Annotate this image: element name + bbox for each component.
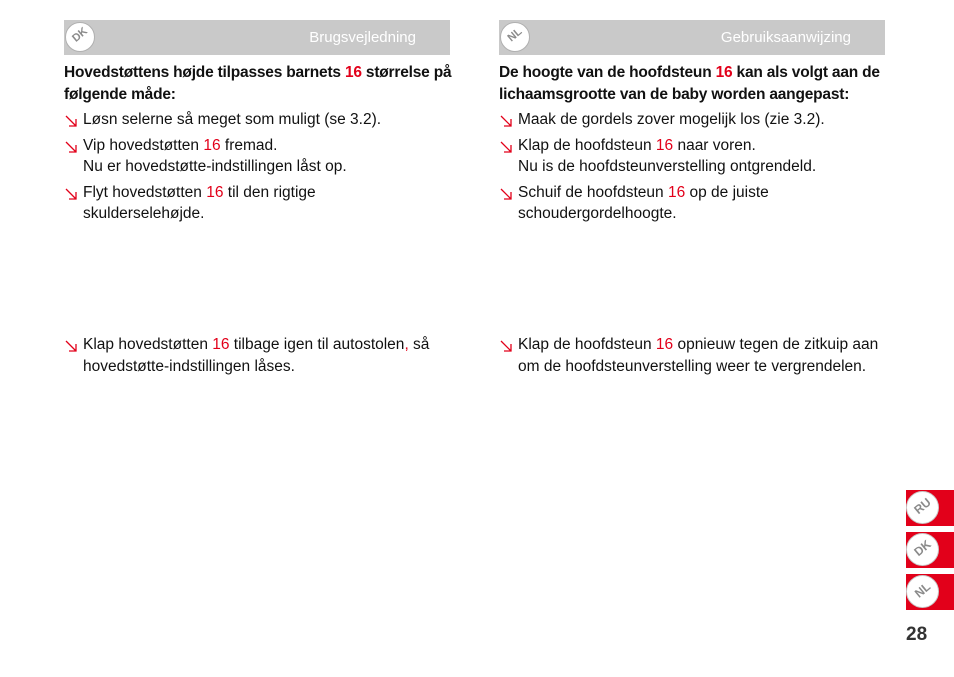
tab-code: NL	[911, 579, 934, 601]
step-text: Klap hovedstøtten	[83, 336, 213, 353]
intro-part: kan als volgt aan de lichaamsgrootte van de baby worden aangepast:	[499, 64, 880, 103]
part-number: 16	[667, 183, 686, 201]
step-arrow-icon	[500, 188, 513, 201]
step-arrow-icon	[500, 115, 513, 128]
step-arrow-icon	[500, 141, 513, 154]
lang-badge-dk	[64, 22, 96, 54]
final-step-nl	[499, 334, 885, 377]
step-item	[499, 135, 885, 178]
header-title-dk: Brugsvejledning	[309, 29, 416, 46]
page-number: 28	[906, 624, 928, 645]
part-number: 16	[655, 136, 674, 154]
part-number: 16	[203, 136, 221, 154]
intro-part: størrelse på følgende måde:	[64, 64, 452, 103]
step-text: så hovedstøtte-indstillingen låses.	[83, 336, 430, 375]
step-text: Nu er hovedstøtte-indstillingen låst op.	[83, 158, 347, 175]
step-comma: ,	[404, 336, 409, 353]
content-column-nl	[499, 62, 885, 225]
step-arrow-icon	[65, 115, 78, 128]
step-item	[499, 109, 885, 131]
step-text: Nu is de hoofdsteunverstelling ontgrendeld.	[518, 158, 817, 175]
step-text: tilbage igen til autostolen	[229, 336, 405, 353]
lang-badge-nl	[499, 22, 531, 54]
step-item	[64, 334, 454, 377]
step-item	[499, 182, 818, 225]
header-bar-dk	[64, 20, 450, 55]
part-number: 16	[212, 336, 230, 353]
intro-text-nl	[499, 62, 885, 105]
step-item	[64, 135, 454, 178]
intro-part: Hovedstøttens højde tilpasses barnets	[64, 64, 345, 81]
step-text: til den rigtige skulderselehøjde.	[83, 183, 316, 222]
step-arrow-icon	[65, 340, 78, 353]
step-text: naar voren.	[673, 136, 756, 154]
header-bar-nl	[499, 20, 885, 55]
step-text: Maak de gordels zover mogelijk los (zie 3.2).	[518, 111, 825, 128]
step-text: opnieuw tegen de zitkuip aan om de hoofdsteunverstelling weer te vergrendelen.	[518, 336, 879, 375]
part-number: 16	[344, 64, 362, 81]
step-arrow-icon	[500, 340, 513, 353]
step-text: Løsn selerne så meget som muligt (se 3.2).	[83, 111, 382, 128]
lang-tab-dk[interactable]	[906, 532, 954, 568]
step-arrow-icon	[65, 141, 78, 154]
step-text: Flyt hovedstøtten	[83, 183, 207, 201]
lang-tab-ru[interactable]	[906, 490, 954, 526]
final-step-dk	[64, 334, 454, 377]
part-number: 16	[715, 64, 733, 81]
content-column-dk	[64, 62, 454, 225]
step-item	[64, 182, 383, 225]
step-text: fremad.	[220, 136, 278, 154]
step-text: Vip hovedstøtten	[83, 136, 204, 154]
badge-code: NL	[505, 25, 525, 45]
lang-tab-nl[interactable]	[906, 574, 954, 610]
step-text: op de juiste schoudergordelhoogte.	[518, 183, 769, 222]
step-text: Schuif de hoofdsteun	[518, 183, 668, 201]
part-number: 16	[206, 183, 224, 201]
part-number: 16	[655, 336, 674, 353]
tab-code: DK	[911, 537, 934, 559]
step-text: Klap de hoofdsteun	[518, 336, 656, 353]
tab-code: RU	[911, 495, 934, 517]
step-item	[499, 334, 885, 377]
step-text: Klap de hoofdsteun	[518, 136, 656, 154]
intro-text-dk	[64, 62, 454, 105]
intro-part: De hoogte van de hoofdsteun	[499, 64, 716, 81]
step-arrow-icon	[65, 188, 78, 201]
step-item	[64, 109, 454, 131]
header-title-nl: Gebruiksaanwijzing	[720, 29, 851, 46]
badge-code: DK	[70, 25, 90, 45]
